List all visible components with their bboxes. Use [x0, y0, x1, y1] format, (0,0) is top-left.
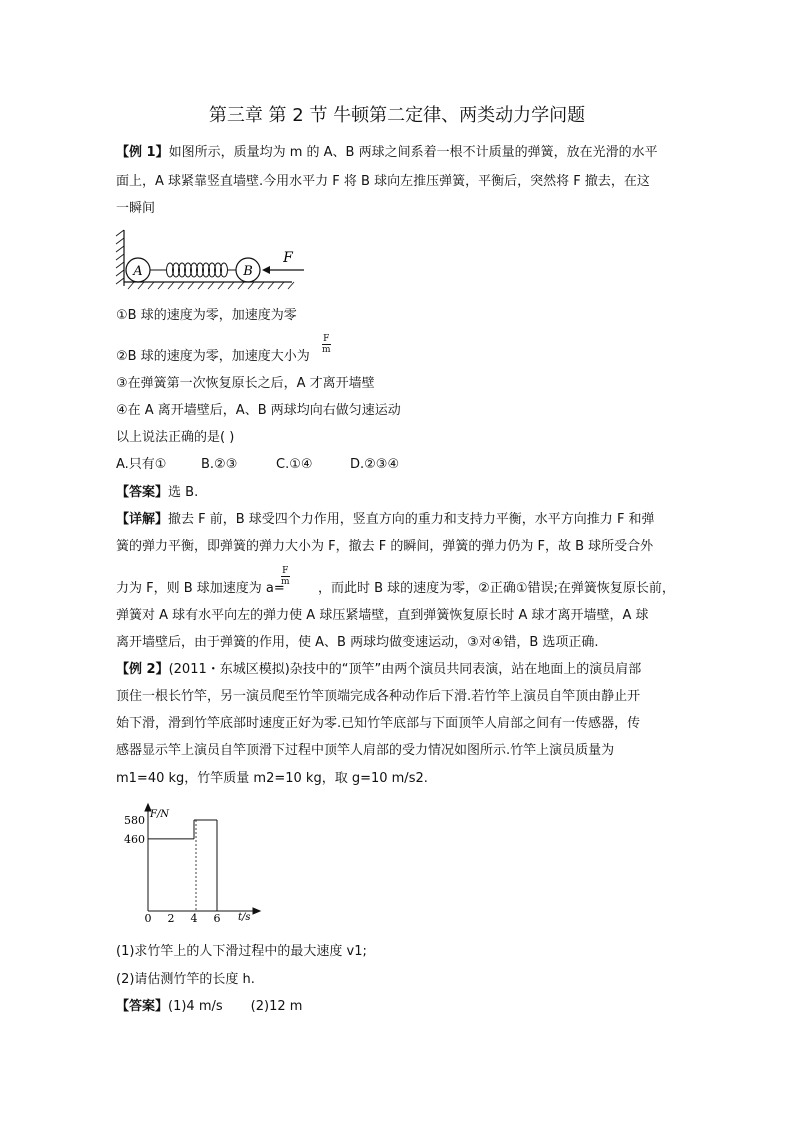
detail-line3b: ，而此时 B 球的速度为零，②正确①错误;在弹簧恢复原长前， — [318, 581, 675, 596]
floor-hatching — [128, 282, 294, 289]
option-2-fraction-num: F — [323, 334, 330, 344]
force-arrowhead — [262, 266, 270, 274]
option-2: ②B 球的速度为零，加速度大小为 — [116, 349, 310, 364]
answer-2-part1: (1)4 m/s — [168, 999, 223, 1014]
y-tick-label: 460 — [124, 832, 145, 846]
answer-1-text: 选 B. — [168, 485, 199, 500]
detail-line1 — [116, 511, 655, 529]
question-stem: 以上说法正确的是( ) — [116, 430, 235, 445]
option-2-fraction — [322, 334, 331, 355]
answer-2-part2: (2)12 m — [250, 999, 303, 1014]
answer-2 — [116, 998, 302, 1016]
example1-line1 — [116, 144, 658, 162]
detail-line3a: 力为 F，则 B 球加速度为 a= — [116, 581, 285, 596]
force-label: F — [283, 250, 293, 266]
choice-a: A.只有① — [116, 457, 167, 472]
y-tick-label: 580 — [124, 814, 145, 827]
detail-line5: 离开墙壁后，由于弹簧的作用，使 A、B 两球均做变速运动，③对④错，B 选项正确. — [116, 635, 599, 650]
answer-1 — [116, 484, 198, 502]
example1-line3: 一瞬间 — [116, 201, 156, 216]
wall-hatching — [116, 230, 124, 284]
detail-line4: 弹簧对 A 球有水平向左的弹力使 A 球压紧墙壁，直到弹簧恢复原长时 A 球才离开墙壁，A 球 — [116, 608, 649, 623]
detail-text: 撤去 F 前，B 球受四个力作用，竖直方向的重力和支持力平衡，水平方向推力 F 和弹 — [168, 512, 655, 527]
question-2: (2)请估测竹竿的长度 h. — [116, 972, 255, 987]
example2-line4: 感器显示竿上演员自竿顶滑下过程中顶竿人肩部的受力情况如图所示.竹竿上演员质量为 — [116, 743, 615, 758]
example1-text: 如图所示，质量均为 m 的 A、B 两球之间系着一根不计质量的弹簧，放在光滑的水平 — [168, 145, 658, 160]
choice-b: B.②③ — [201, 457, 238, 472]
question-1: (1)求竹竿上的人下滑过程中的最大速度 v1; — [116, 944, 367, 959]
x-tick-label: 0 — [144, 912, 152, 922]
option-2-fraction-den: m — [322, 345, 331, 355]
detail-fraction — [281, 566, 290, 587]
choice-c: C.①④ — [276, 457, 313, 472]
detail-fraction-den: m — [281, 577, 290, 587]
answer-1-label: 【答案】 — [116, 485, 169, 500]
option-1: ①B 球的速度为零，加速度为零 — [116, 308, 297, 323]
x-tick-label: 2 — [167, 912, 175, 922]
chart-ylabel: F/N — [150, 809, 170, 820]
example2-line5: m1=40 kg，竹竿质量 m2=10 kg，取 g=10 m/s2. — [116, 771, 428, 786]
detail-line2: 簧的弹力平衡，即弹簧的弹力大小为 F，撤去 F 的瞬间，弹簧的弹力仍为 F，故 B 球所受合外 — [116, 539, 654, 554]
example2-label: 【例 2】 — [116, 662, 169, 677]
ball-a-label: A — [133, 264, 143, 279]
example1-label: 【例 1】 — [116, 145, 169, 160]
option-4: ④在 A 离开墙壁后，A、B 两球均向右做匀速运动 — [116, 403, 401, 418]
example2-line2: 顶住一根长竹竿，另一演员爬至竹竿顶端完成各种动作后下滑.若竹竿上演员自竿顶由静止开 — [116, 689, 641, 704]
example2-line3: 始下滑，滑到竹竿底部时速度正好为零.已知竹竿底部与下面顶竿人肩部之间有一传感器，传 — [116, 716, 641, 731]
detail-fraction-num: F — [282, 566, 289, 576]
spring-figure — [112, 226, 312, 296]
choice-d: D.②③④ — [350, 457, 400, 472]
page-title: 第三章 第 2 节 牛顿第二定律、两类动力学问题 — [208, 105, 586, 126]
x-tick-label: 6 — [213, 912, 221, 922]
answer-2-label: 【答案】 — [116, 999, 169, 1014]
x-tick-label: 4 — [190, 912, 198, 922]
option-3: ③在弹簧第一次恢复原长之后，A 才离开墙壁 — [116, 376, 375, 391]
spring — [150, 263, 236, 277]
ball-b-label: B — [243, 264, 253, 279]
force-time-chart — [120, 798, 270, 922]
example2-line1 — [116, 661, 641, 679]
chart-xlabel: t/s — [238, 912, 251, 922]
example1-line2: 面上，A 球紧靠竖直墙壁.今用水平力 F 将 B 球向左推压弹簧，平衡后，突然将 F 撤去，在这 — [116, 174, 650, 189]
example2-text: (2011・东城区模拟)杂技中的“顶竿”由两个演员共同表演，站在地面上的演员肩部 — [168, 662, 642, 677]
detail-label: 【详解】 — [116, 512, 169, 527]
